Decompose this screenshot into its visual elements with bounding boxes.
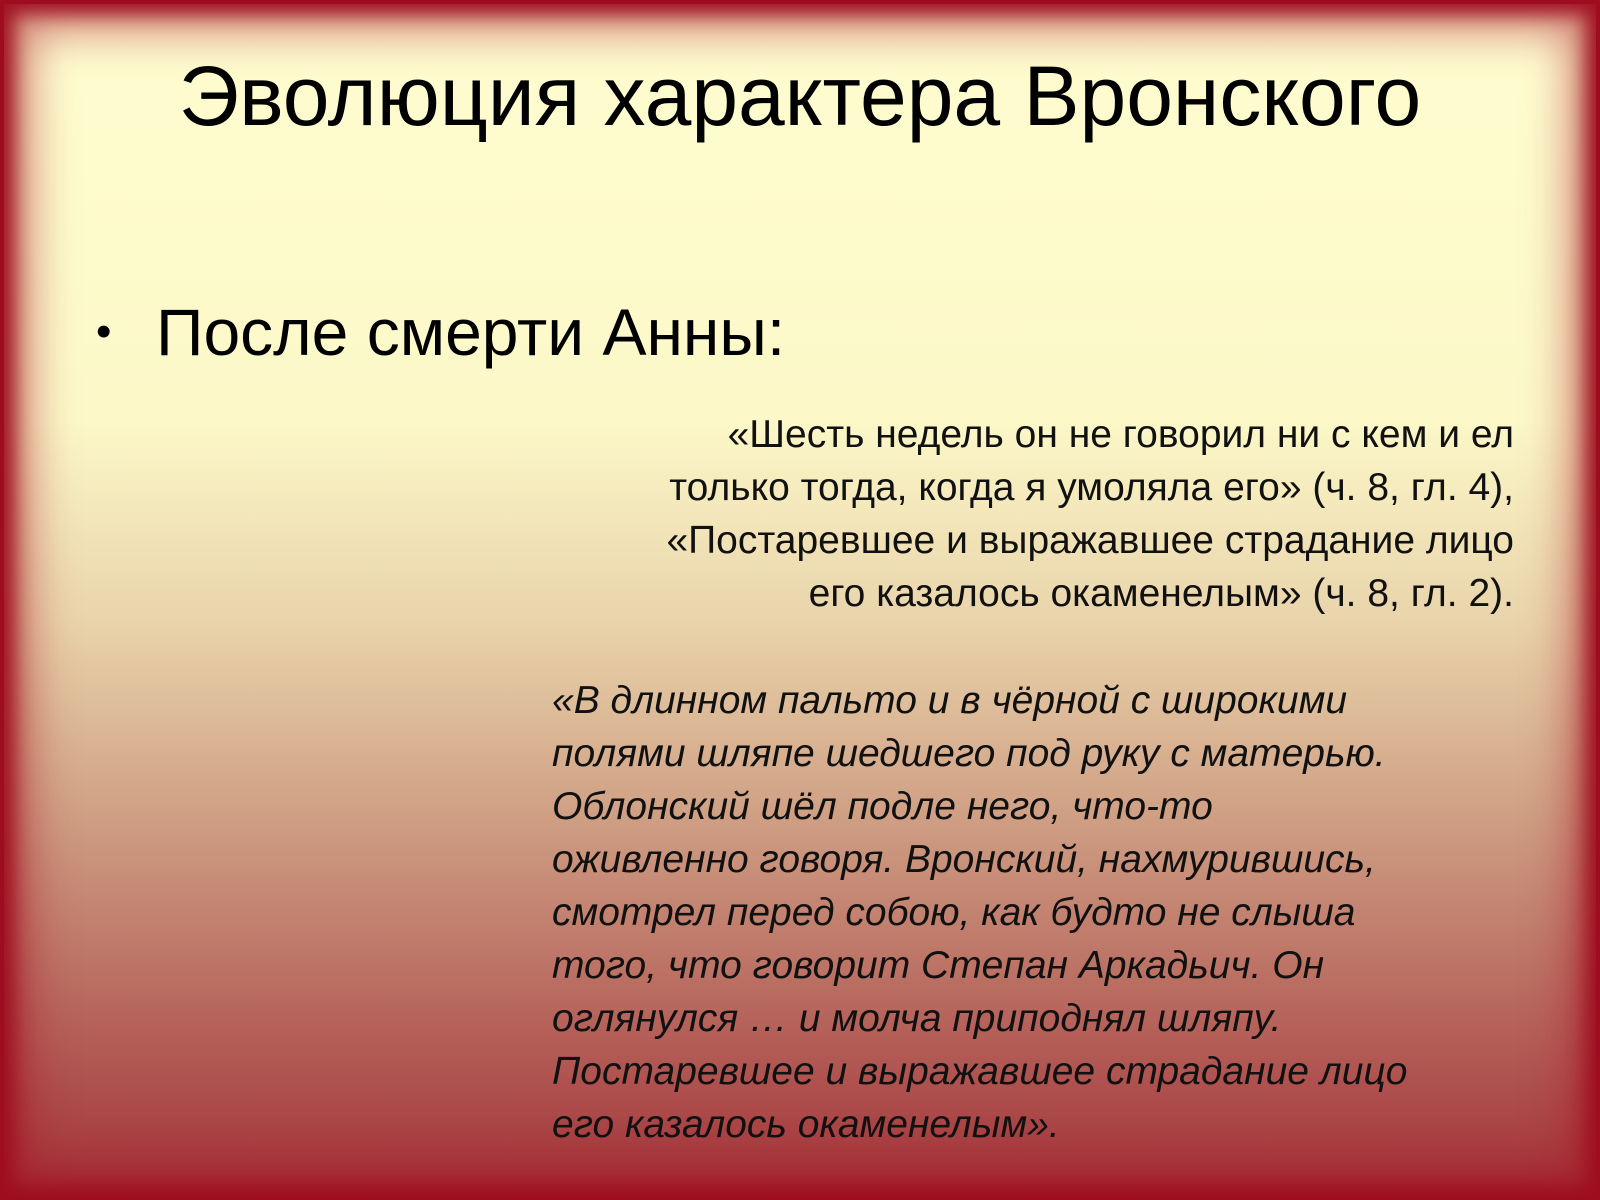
quote-italic-line: того, что говорит Степан Аркадьич. Он bbox=[552, 944, 1325, 987]
bullet-item bbox=[96, 292, 785, 372]
quote-italic-line: Облонский шёл подле него, что-то bbox=[552, 785, 1213, 828]
quote-italic-line: его казалось окаменелым». bbox=[552, 1103, 1060, 1146]
quote-italic-line: оглянулся … и молча приподнял шляпу. bbox=[552, 997, 1282, 1040]
quote-italic-line: «В длинном пальто и в чёрной с широкими bbox=[552, 679, 1348, 722]
quote-italic-line: Постаревшее и выражавшее страдание лицо bbox=[552, 1050, 1408, 1093]
quote-plain-line: «Постаревшее и выражавшее страдание лицо bbox=[666, 519, 1514, 562]
quote-italic-line: оживленно говоря. Вронский, нахмурившись, bbox=[552, 838, 1376, 881]
quote-italic-line: полями шляпе шедшего под руку с матерью. bbox=[552, 732, 1386, 775]
quote-block-plain bbox=[548, 408, 1514, 620]
quote-italic-line: смотрел перед собою, как будто не слыша bbox=[552, 891, 1356, 934]
quote-plain-line: «Шесть недель он не говорил ни с кем и ел bbox=[727, 413, 1514, 456]
bullet-marker: • bbox=[96, 307, 112, 356]
quote-block-italic bbox=[552, 674, 1532, 1151]
quote-plain-line: только тогда, когда я умоляла его» (ч. 8, гл. 4), bbox=[669, 466, 1514, 509]
slide-title: Эволюция характера Вронского bbox=[178, 49, 1422, 143]
bullet-text: После смерти Анны: bbox=[156, 295, 786, 369]
quote-plain-line: его казалось окаменелым» (ч. 8, гл. 2). bbox=[808, 572, 1514, 615]
